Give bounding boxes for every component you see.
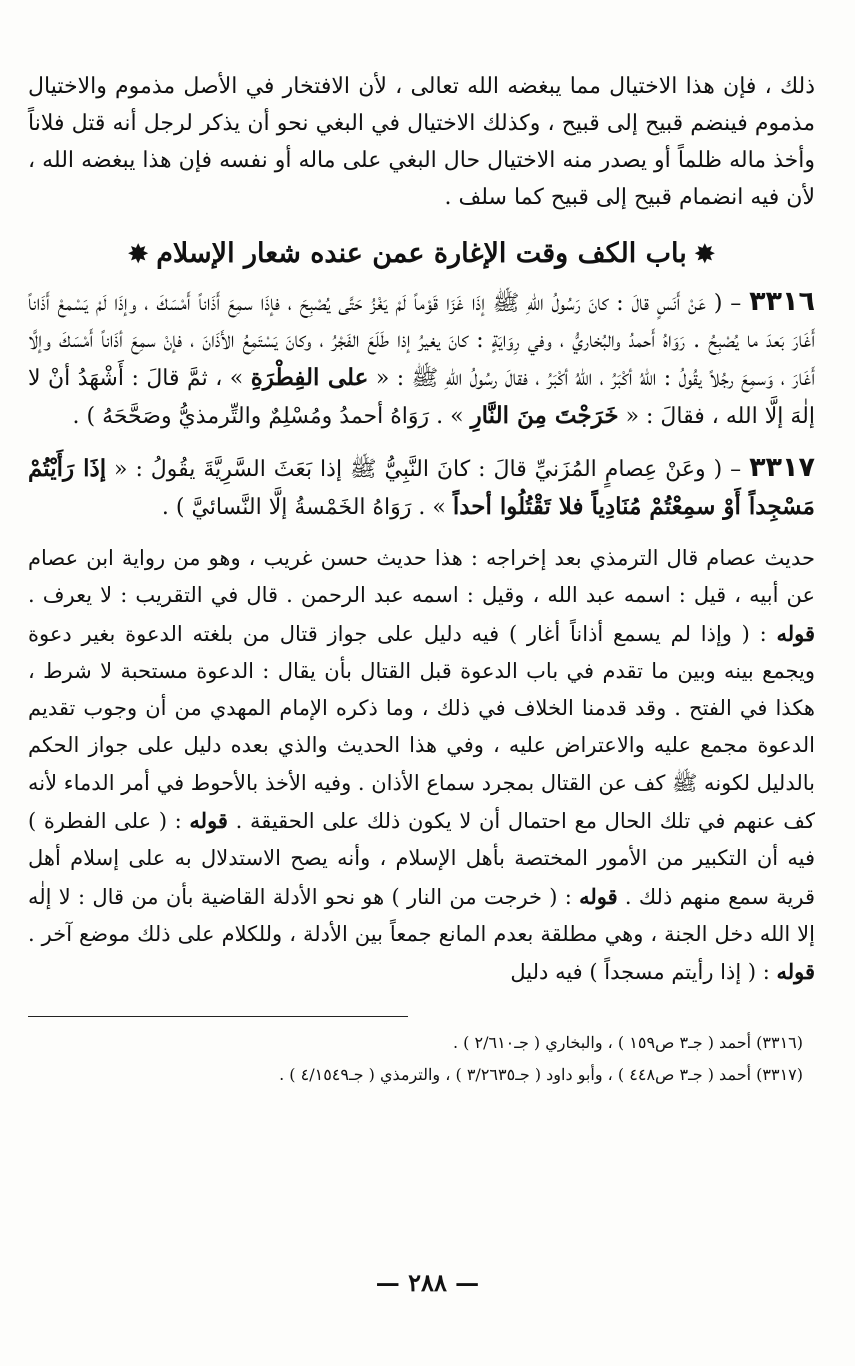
commentary-text: : ( وإذا لم يسمع أذاناً أغار ) فيه دليل على جواز قتال من بلغته الدعوة بغير دعوة ويجمع بينه وبين ما تقدم في باب الدعوة قبل القتال بأن يقال : الدعوة مستحبة لا شرط ، هكذا في الفتح . وقد قدمنا الخلاف في ذلك ، وما ذكره الإمام المهدي من أن وجوب تقديم الدعوة مجمع عليه والاعتراض عليه ، وفي هذا الحديث والذي بعده دليل على جواز الحكم بالدليل لكونه ﷺ كف عن القتال بمجرد سماع الأذان . وفيه الأخذ بالأحوط في أمر الدماء لأنه كف عنهم في تلك الحال مع احتمال أن لا يكون ذلك على الحقيقة . — [28, 621, 815, 834]
chapter-heading — [28, 238, 815, 269]
commentary-keyword: قوله — [776, 620, 815, 646]
hadith-number: ٣٣١٦ — [749, 286, 815, 317]
hadith-text: » . رَوَاهُ أحمدُ ومُسْلِمٌ والتِّرمذيُّ وصَحَّحَهُ ) . — [72, 404, 471, 429]
footnote-3316: (٣٣١٦) أحمد ( جـ٣ ص١٥٩ ) ، والبخاري ( جـ٢/٦١٠ ) . — [453, 1032, 803, 1052]
star-ornament-icon: ✸ — [694, 239, 715, 268]
commentary-text: : ( إذا رأيتم مسجداً ) فيه دليل — [510, 960, 777, 985]
hadith-3317 — [28, 449, 815, 526]
page-number: — ٢٨٨ — — [375, 1268, 480, 1297]
commentary-keyword: قوله — [776, 959, 815, 985]
hadith-emphasis: على الفِطْرَةِ — [250, 364, 369, 391]
intro-paragraph: ذلك ، فإن هذا الاختيال مما يبغضه الله تعالى ، لأن الافتخار في الأصل مذموم والاختيال مذموم فينضم قبيح إلى قبيح ، وكذلك الاختيال في البغي نحو أن يذكر لرجل أنه قتل فلاناً وأخذ ماله ظلماً أو يصدر منه الاختيال حال البغي على ماله أو نفسه فإن هذا يبغضه الله ، لأن فيه انضمام قبيح إلى قبيح كما سلف . — [28, 74, 815, 210]
hadith-text: – ( وعَنْ عِصامٍ المُزَنيِّ قالَ : كانَ النَّبِيُّ ﷺ إذا بَعَثَ السَّرِيَّةَ يقُولُ : « — [106, 457, 750, 482]
commentary-paragraph — [28, 540, 815, 992]
hadith-text: » . رَوَاهُ الخَمْسةُ إلَّا النَّسائيَّ ) . — [161, 495, 453, 520]
commentary-keyword: قوله — [189, 808, 228, 834]
hadith-text: – ( عَنْ أَنَسٍ قالَ : كانَ رَسُولُ اللهِ ﷺ إذَا غَزَا قَوْماً لَمْ يَغْزُ حَتَّى يُصْبِحَ ، فإذَا سمِعَ أَذَاناً أَمْسَكَ ، وإذَا لَمْ يَسْمعْ أَذَاناً أَغَارَ بَعدَ ما يُصْبِحُ . رَوَاهُ أَحمدُ والبُخاريُّ ، وفي رِوَايَةٍ : كانَ يغيرُ إذا طَلَعَ الفَجْرُ ، وكانَ يَسْتَمِعُ الأَذَانَ ، فإنْ سمِعَ أذَاناً أَمْسَكَ وإلَّا أَغَارَ ، وَسمِعَ رجُلاً يقُولُ : اللهُ أكْبَرُ ، اللهُ أكْبَرُ ، فقالَ رسُولُ اللهِ ﷺ : « — [28, 291, 816, 391]
footnotes — [28, 1027, 815, 1091]
chapter-title: باب الكف وقت الإغارة عمن عنده شعار الإسلام — [156, 238, 687, 269]
commentary-keyword: قوله — [579, 883, 618, 909]
hadith-emphasis: إذَا رَأَيْتُمْ مَسْجِداً أَوْ سمِعْتُمْ مُنَادِياً فلا تَقْتُلُوا أحداً — [28, 455, 815, 520]
hadith-emphasis: خَرَجْتَ مِنَ النَّارِ — [470, 402, 619, 429]
commentary-text: : ( خرجت من النار ) هو نحو الأدلة القاضية بأن من قال : لا إلٰه إلا الله دخل الجنة ، وهي مطلقة بعدم المانع جمعاً بين الأدلة ، وللكلام على ذلك موضع آخر . — [28, 884, 815, 946]
commentary-text: : ( على الفطرة ) فيه أن التكبير من الأمور المختصة بأهل الإسلام ، وأنه يصح الاستدلال به على إسلام أهل قرية سمع منهم ذلك . — [28, 809, 815, 909]
hadith-number: ٣٣١٧ — [749, 452, 815, 483]
commentary-text: حديث عصام قال الترمذي بعد إخراجه : هذا حديث حسن غريب ، وهو من رواية ابن عصام عن أبيه ، قيل : اسمه عبد الله ، وقيل : اسمه عبد الرحمن . قال في التقريب : لا يعرف . — [28, 546, 815, 608]
hadith-text: » ، ثمَّ قالَ : أَشْهَدُ أنْ لا إلٰهَ إلَّا الله ، فقالَ : « — [28, 366, 815, 429]
footnote-divider — [28, 1016, 408, 1017]
footnote-3317: (٣٣١٧) أحمد ( جـ٣ ص٤٤٨ ) ، وأبو داود ( جـ٣/٢٦٣٥ ) ، والترمذي ( جـ٤/١٥٤٩ ) . — [279, 1064, 803, 1084]
hadith-3316 — [28, 283, 815, 435]
star-ornament-icon: ✸ — [128, 239, 149, 268]
